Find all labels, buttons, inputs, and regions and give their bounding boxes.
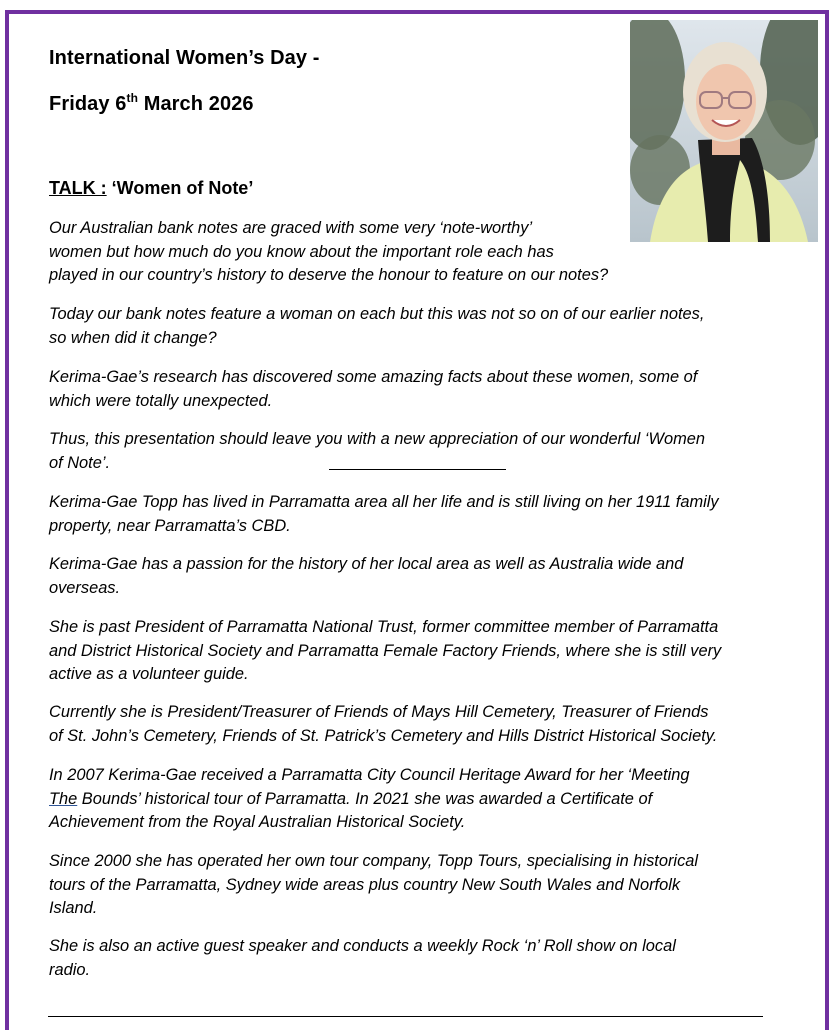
paragraph-line: Kerima-Gae’s research has discovered some amazing facts about these women, some of xyxy=(49,368,698,386)
talk-heading xyxy=(49,178,253,199)
paragraph-bio-current xyxy=(49,701,717,748)
paragraph-line: overseas. xyxy=(49,578,121,597)
paragraph-line: Our Australian bank notes are graced with some very ‘note-worthy’ xyxy=(49,219,533,237)
date-superscript: th xyxy=(126,91,139,105)
paragraph-line: Achievement from the Royal Australian Historical Society. xyxy=(49,813,466,831)
date-prefix: Friday 6 xyxy=(49,93,127,115)
paragraph-line: She is past President of Parramatta National Trust, former committee member of Parramatta xyxy=(49,618,719,636)
paragraph-line: Kerima-Gae has a passion for the history of her local area as well as Australia wide and xyxy=(49,555,684,573)
paragraph-line: Today our bank notes feature a woman on each but this was not so on of our earlier notes, xyxy=(49,305,705,323)
paragraph-line: Kerima-Gae Topp has lived in Parramatta area all her life and is still living on her 1911 family xyxy=(49,493,719,511)
paragraph-line: In 2007 Kerima-Gae received a Parramatta City Council Heritage Award for her ‘Meeting xyxy=(49,766,690,784)
underlined-word: The xyxy=(49,789,78,808)
paragraph-line: played in our country’s history to deserve the honour to feature on our notes? xyxy=(49,266,609,284)
paragraph-bio-speaker xyxy=(49,935,676,982)
paragraph-intro xyxy=(49,217,608,288)
date-suffix: March 2026 xyxy=(138,93,254,115)
paragraph-bio-passion xyxy=(49,553,683,600)
paragraph-line: women but how much do you know about the important role each has xyxy=(49,242,554,261)
paragraph-bank-notes xyxy=(49,303,704,350)
paragraph-line: property, near Parramatta’s CBD. xyxy=(49,516,291,535)
paragraph-bio-tours xyxy=(49,850,698,921)
footer-divider xyxy=(48,1016,763,1017)
paragraph-research xyxy=(49,366,697,413)
paragraph-line: and District Historical Society and Parramatta Female Factory Friends, where she is still very xyxy=(49,641,722,660)
paragraph-line: so when did it change? xyxy=(49,328,217,347)
page-title-date xyxy=(49,93,254,116)
paragraph-line: Thus, this presentation should leave you with a new appreciation of our wonderful ‘Women xyxy=(49,430,705,448)
page-title-line1: International Women’s Day - xyxy=(49,47,320,69)
paragraph-line: which were totally unexpected. xyxy=(49,391,273,410)
talk-title: ‘Women of Note’ xyxy=(106,178,254,198)
paragraph-line: radio. xyxy=(49,960,91,979)
paragraph-line: of St. John’s Cemetery, Friends of St. Patrick’s Cemetery and Hills District Historical Society. xyxy=(49,726,718,745)
paragraph-bio-awards xyxy=(49,764,689,835)
paragraph-line: Currently she is President/Treasurer of Friends of Mays Hill Cemetery, Treasurer of Friends xyxy=(49,703,709,721)
paragraph-presentation xyxy=(49,428,705,475)
paragraph-line: of Note’. xyxy=(49,453,111,472)
paragraph-bio-roles xyxy=(49,616,721,687)
paragraph-line: Since 2000 she has operated her own tour company, Topp Tours, specialising in historical xyxy=(49,852,699,870)
speaker-photo xyxy=(630,20,818,242)
line-rest: Bounds’ historical tour of Parramatta. In 2021 she was awarded a Certificate of xyxy=(77,789,653,808)
section-divider xyxy=(329,469,506,470)
paragraph-bio-home xyxy=(49,491,719,538)
paragraph-line: Island. xyxy=(49,899,98,917)
paragraph-line xyxy=(49,788,689,812)
paragraph-line: active as a volunteer guide. xyxy=(49,665,249,683)
paragraph-line: She is also an active guest speaker and conducts a weekly Rock ‘n’ Roll show on local xyxy=(49,937,676,955)
talk-label: TALK : xyxy=(49,178,107,198)
paragraph-line: tours of the Parramatta, Sydney wide areas plus country New South Wales and Norfolk xyxy=(49,875,681,894)
